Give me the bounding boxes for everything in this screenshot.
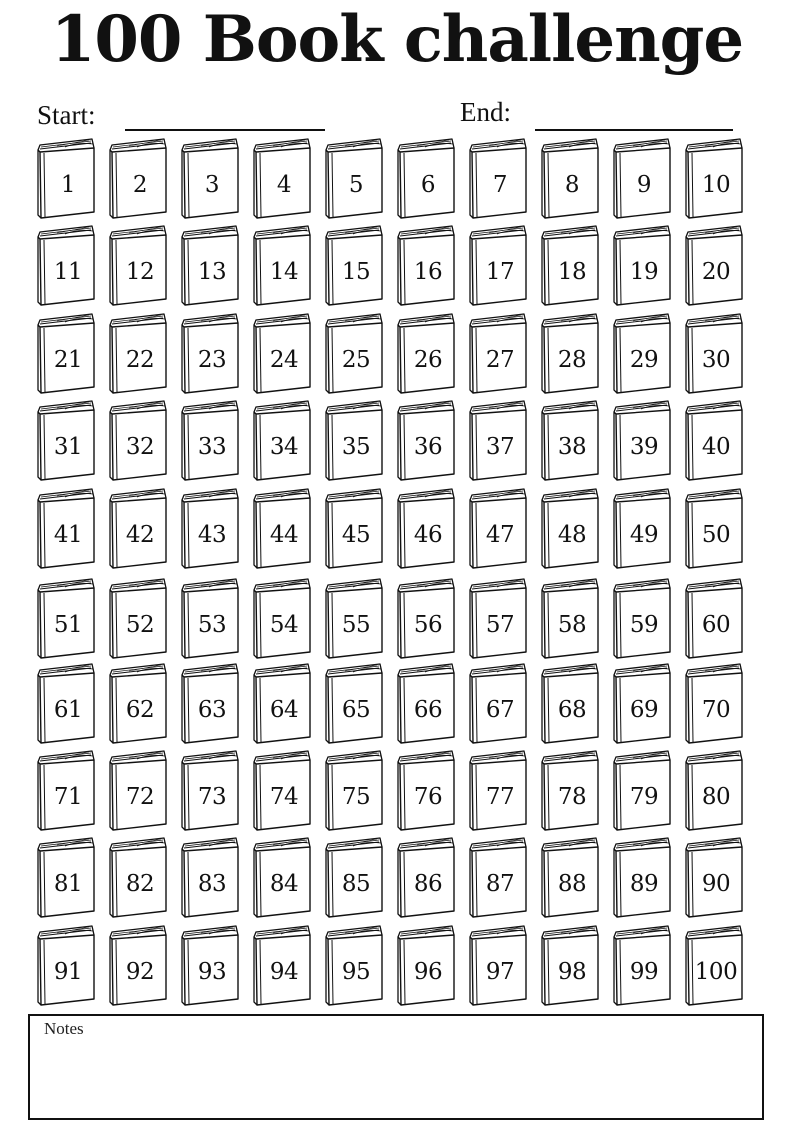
book-84[interactable] xyxy=(253,837,313,917)
book-number: 58 xyxy=(557,612,587,638)
book-63[interactable] xyxy=(181,663,241,743)
book-37[interactable] xyxy=(469,400,529,480)
book-number: 24 xyxy=(269,347,299,373)
book-74[interactable] xyxy=(253,750,313,830)
book-number: 71 xyxy=(53,784,83,810)
book-number: 37 xyxy=(485,434,515,460)
notes-box[interactable] xyxy=(28,1014,764,1120)
book-79[interactable] xyxy=(613,750,673,830)
book-number: 45 xyxy=(341,522,371,548)
book-64[interactable] xyxy=(253,663,313,743)
book-number: 83 xyxy=(197,871,227,897)
book-number: 50 xyxy=(701,522,731,548)
book-34[interactable] xyxy=(253,400,313,480)
book-83[interactable] xyxy=(181,837,241,917)
book-100[interactable] xyxy=(685,925,745,1005)
book-number: 40 xyxy=(701,434,731,460)
book-42[interactable] xyxy=(109,488,169,568)
book-number: 46 xyxy=(413,522,443,548)
book-number: 76 xyxy=(413,784,443,810)
book-70[interactable] xyxy=(685,663,745,743)
book-number: 79 xyxy=(629,784,659,810)
book-number: 10 xyxy=(701,172,731,198)
book-number: 41 xyxy=(53,522,83,548)
book-number: 3 xyxy=(204,172,220,198)
book-number: 86 xyxy=(413,871,443,897)
book-20[interactable] xyxy=(685,225,745,305)
book-number: 84 xyxy=(269,871,299,897)
book-41[interactable] xyxy=(37,488,97,568)
book-26[interactable] xyxy=(397,313,457,393)
book-number: 51 xyxy=(53,612,83,638)
book-88[interactable] xyxy=(541,837,601,917)
book-number: 73 xyxy=(197,784,227,810)
book-7[interactable] xyxy=(469,138,529,218)
book-10[interactable] xyxy=(685,138,745,218)
book-number: 92 xyxy=(125,959,155,985)
book-number: 90 xyxy=(701,871,731,897)
book-number: 22 xyxy=(125,347,155,373)
book-61[interactable] xyxy=(37,663,97,743)
book-16[interactable] xyxy=(397,225,457,305)
book-94[interactable] xyxy=(253,925,313,1005)
book-number: 100 xyxy=(694,959,738,985)
book-number: 33 xyxy=(197,434,227,460)
book-52[interactable] xyxy=(109,578,169,658)
book-95[interactable] xyxy=(325,925,385,1005)
book-number: 15 xyxy=(341,259,371,285)
book-46[interactable] xyxy=(397,488,457,568)
book-number: 75 xyxy=(341,784,371,810)
book-number: 12 xyxy=(125,259,155,285)
book-43[interactable] xyxy=(181,488,241,568)
book-3[interactable] xyxy=(181,138,241,218)
book-76[interactable] xyxy=(397,750,457,830)
book-49[interactable] xyxy=(613,488,673,568)
book-number: 4 xyxy=(276,172,292,198)
book-51[interactable] xyxy=(37,578,97,658)
book-number: 8 xyxy=(564,172,580,198)
book-number: 9 xyxy=(636,172,652,198)
book-number: 82 xyxy=(125,871,155,897)
book-number: 60 xyxy=(701,612,731,638)
book-65[interactable] xyxy=(325,663,385,743)
book-22[interactable] xyxy=(109,313,169,393)
book-25[interactable] xyxy=(325,313,385,393)
book-72[interactable] xyxy=(109,750,169,830)
book-54[interactable] xyxy=(253,578,313,658)
book-77[interactable] xyxy=(469,750,529,830)
book-47[interactable] xyxy=(469,488,529,568)
book-6[interactable] xyxy=(397,138,457,218)
book-number: 48 xyxy=(557,522,587,548)
book-71[interactable] xyxy=(37,750,97,830)
book-48[interactable] xyxy=(541,488,601,568)
book-number: 2 xyxy=(132,172,148,198)
book-number: 42 xyxy=(125,522,155,548)
book-78[interactable] xyxy=(541,750,601,830)
book-number: 7 xyxy=(492,172,508,198)
book-35[interactable] xyxy=(325,400,385,480)
book-67[interactable] xyxy=(469,663,529,743)
book-9[interactable] xyxy=(613,138,673,218)
book-11[interactable] xyxy=(37,225,97,305)
book-2[interactable] xyxy=(109,138,169,218)
book-number: 28 xyxy=(557,347,587,373)
book-1[interactable] xyxy=(37,138,97,218)
book-99[interactable] xyxy=(613,925,673,1005)
book-62[interactable] xyxy=(109,663,169,743)
book-59[interactable] xyxy=(613,578,673,658)
book-number: 61 xyxy=(53,697,83,723)
start-label: Start: xyxy=(37,100,96,130)
book-23[interactable] xyxy=(181,313,241,393)
book-number: 32 xyxy=(125,434,155,460)
book-number: 44 xyxy=(269,522,299,548)
book-number: 43 xyxy=(197,522,227,548)
book-45[interactable] xyxy=(325,488,385,568)
book-number: 29 xyxy=(629,347,659,373)
book-57[interactable] xyxy=(469,578,529,658)
book-98[interactable] xyxy=(541,925,601,1005)
book-number: 88 xyxy=(557,871,587,897)
book-number: 56 xyxy=(413,612,443,638)
book-number: 55 xyxy=(341,612,371,638)
book-33[interactable] xyxy=(181,400,241,480)
book-39[interactable] xyxy=(613,400,673,480)
book-30[interactable] xyxy=(685,313,745,393)
book-80[interactable] xyxy=(685,750,745,830)
book-13[interactable] xyxy=(181,225,241,305)
book-number: 38 xyxy=(557,434,587,460)
book-number: 54 xyxy=(269,612,299,638)
book-96[interactable] xyxy=(397,925,457,1005)
book-number: 98 xyxy=(557,959,587,985)
book-73[interactable] xyxy=(181,750,241,830)
book-number: 70 xyxy=(701,697,731,723)
book-27[interactable] xyxy=(469,313,529,393)
book-8[interactable] xyxy=(541,138,601,218)
book-number: 52 xyxy=(125,612,155,638)
book-number: 63 xyxy=(197,697,227,723)
book-58[interactable] xyxy=(541,578,601,658)
book-75[interactable] xyxy=(325,750,385,830)
book-number: 85 xyxy=(341,871,371,897)
book-5[interactable] xyxy=(325,138,385,218)
book-number: 27 xyxy=(485,347,515,373)
book-number: 96 xyxy=(413,959,443,985)
book-38[interactable] xyxy=(541,400,601,480)
book-number: 39 xyxy=(629,434,659,460)
book-number: 26 xyxy=(413,347,443,373)
book-number: 14 xyxy=(269,259,299,285)
book-number: 23 xyxy=(197,347,227,373)
book-number: 67 xyxy=(485,697,515,723)
book-86[interactable] xyxy=(397,837,457,917)
book-19[interactable] xyxy=(613,225,673,305)
book-number: 16 xyxy=(413,259,443,285)
book-66[interactable] xyxy=(397,663,457,743)
book-number: 97 xyxy=(485,959,515,985)
book-93[interactable] xyxy=(181,925,241,1005)
book-68[interactable] xyxy=(541,663,601,743)
book-number: 11 xyxy=(53,259,83,285)
book-number: 65 xyxy=(341,697,371,723)
book-87[interactable] xyxy=(469,837,529,917)
book-53[interactable] xyxy=(181,578,241,658)
book-36[interactable] xyxy=(397,400,457,480)
book-number: 18 xyxy=(557,259,587,285)
book-55[interactable] xyxy=(325,578,385,658)
book-60[interactable] xyxy=(685,578,745,658)
page-title: 100 Book challenge xyxy=(50,2,744,77)
book-90[interactable] xyxy=(685,837,745,917)
book-number: 5 xyxy=(348,172,364,198)
book-number: 34 xyxy=(269,434,299,460)
book-number: 31 xyxy=(53,434,83,460)
book-number: 74 xyxy=(269,784,299,810)
book-18[interactable] xyxy=(541,225,601,305)
book-28[interactable] xyxy=(541,313,601,393)
book-number: 95 xyxy=(341,959,371,985)
book-12[interactable] xyxy=(109,225,169,305)
book-number: 17 xyxy=(485,259,515,285)
book-21[interactable] xyxy=(37,313,97,393)
book-number: 59 xyxy=(629,612,659,638)
book-number: 94 xyxy=(269,959,299,985)
book-number: 93 xyxy=(197,959,227,985)
book-number: 68 xyxy=(557,697,587,723)
book-97[interactable] xyxy=(469,925,529,1005)
book-number: 47 xyxy=(485,522,515,548)
book-14[interactable] xyxy=(253,225,313,305)
book-44[interactable] xyxy=(253,488,313,568)
book-17[interactable] xyxy=(469,225,529,305)
book-number: 81 xyxy=(53,871,83,897)
book-32[interactable] xyxy=(109,400,169,480)
book-number: 1 xyxy=(60,172,76,198)
book-number: 13 xyxy=(197,259,227,285)
book-number: 21 xyxy=(53,347,83,373)
book-number: 89 xyxy=(629,871,659,897)
book-number: 25 xyxy=(341,347,371,373)
book-number: 6 xyxy=(420,172,436,198)
book-number: 20 xyxy=(701,259,731,285)
book-number: 91 xyxy=(53,959,83,985)
book-4[interactable] xyxy=(253,138,313,218)
book-number: 72 xyxy=(125,784,155,810)
end-label: End: xyxy=(460,97,511,127)
book-number: 87 xyxy=(485,871,515,897)
notes-label: Notes xyxy=(44,1019,84,1038)
book-89[interactable] xyxy=(613,837,673,917)
book-91[interactable] xyxy=(37,925,97,1005)
book-number: 66 xyxy=(413,697,443,723)
book-50[interactable] xyxy=(685,488,745,568)
book-number: 77 xyxy=(485,784,515,810)
book-number: 35 xyxy=(341,434,371,460)
book-number: 62 xyxy=(125,697,155,723)
book-number: 69 xyxy=(629,697,659,723)
book-number: 57 xyxy=(485,612,515,638)
book-number: 36 xyxy=(413,434,443,460)
book-81[interactable] xyxy=(37,837,97,917)
book-56[interactable] xyxy=(397,578,457,658)
book-15[interactable] xyxy=(325,225,385,305)
book-82[interactable] xyxy=(109,837,169,917)
book-85[interactable] xyxy=(325,837,385,917)
book-31[interactable] xyxy=(37,400,97,480)
book-number: 78 xyxy=(557,784,587,810)
book-number: 80 xyxy=(701,784,731,810)
book-number: 49 xyxy=(629,522,659,548)
book-number: 19 xyxy=(629,259,659,285)
book-40[interactable] xyxy=(685,400,745,480)
book-number: 99 xyxy=(629,959,659,985)
book-24[interactable] xyxy=(253,313,313,393)
book-number: 64 xyxy=(269,697,299,723)
book-69[interactable] xyxy=(613,663,673,743)
book-number: 53 xyxy=(197,612,227,638)
book-29[interactable] xyxy=(613,313,673,393)
book-number: 30 xyxy=(701,347,731,373)
book-92[interactable] xyxy=(109,925,169,1005)
